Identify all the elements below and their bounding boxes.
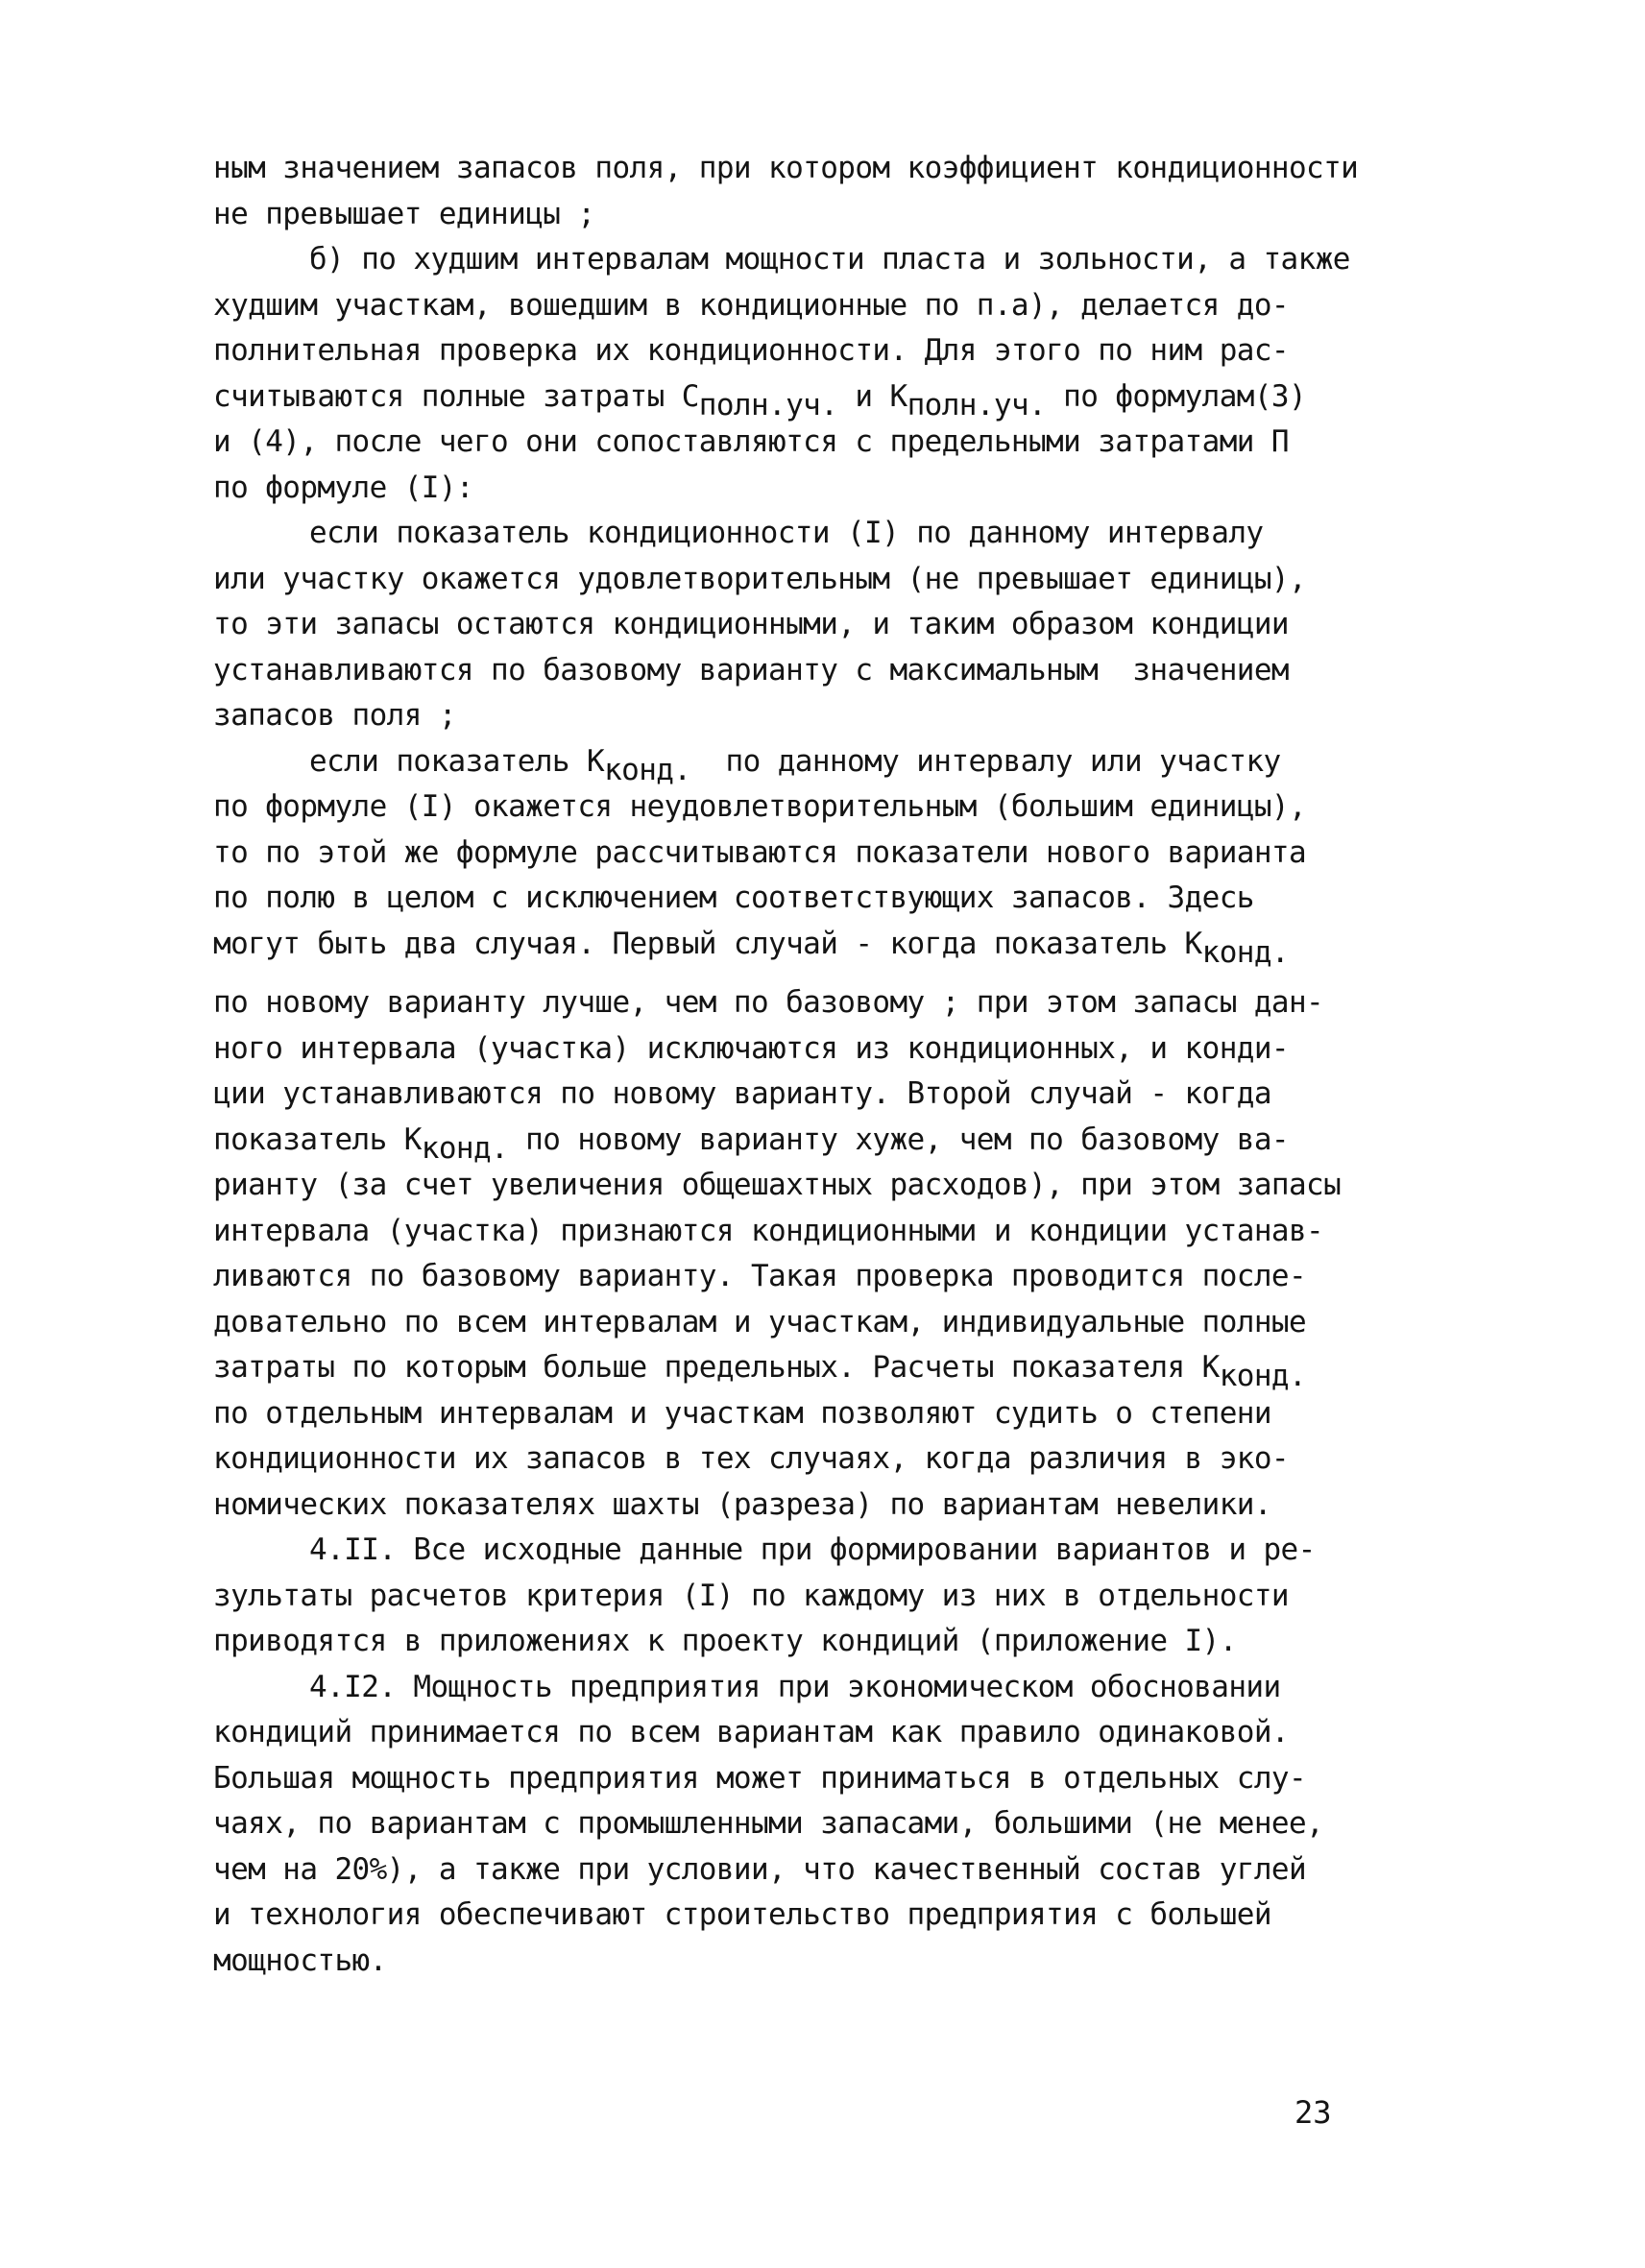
- text-line: кондиций принимается по всем вариантам как правило одинаковой.: [213, 1715, 1289, 1749]
- text-line: полнительная проверка их кондиционности. Для этого по ним рас-: [213, 333, 1289, 368]
- text-line: чаях, по вариантам с промышленными запасами, большими (не менее,: [213, 1806, 1324, 1841]
- subscript: конд.: [604, 752, 691, 787]
- text-line: по отдельным интервалам и участкам позволяют судить о степени: [213, 1395, 1271, 1431]
- text-line-with-subscripts: [213, 374, 1462, 421]
- text-line: б) по худшим интервалам мощности пласта и зольности, а также: [309, 242, 1350, 277]
- text-fragment: по новому варианту хуже, чем по базовому ва-: [508, 1122, 1289, 1157]
- subscript: конд.: [1219, 1359, 1307, 1393]
- text-fragment: если показатель К: [309, 743, 605, 779]
- text-line: то по этой же формуле рассчитываются показатели нового варианта: [213, 834, 1307, 870]
- text-line: по формуле (I):: [213, 470, 473, 505]
- subscript: полн.уч.: [907, 387, 1047, 422]
- subscript: конд.: [421, 1130, 509, 1166]
- text-line-with-subscripts: [213, 922, 1462, 968]
- text-line: и (4), после чего они сопоставляются с предельными затратами П: [213, 424, 1289, 459]
- text-fragment: по формулам(3): [1046, 378, 1307, 414]
- text-line: чем на 20%), а также при условии, что качественный состав углей: [213, 1851, 1307, 1887]
- text-line: ции устанавливаются по новому варианту. Второй случай - когда: [213, 1076, 1271, 1111]
- page-number: 23: [1294, 2094, 1332, 2131]
- text-line: 4.I2. Мощность предприятия при экономическом обосновании: [309, 1669, 1281, 1704]
- text-fragment: и К: [837, 378, 907, 414]
- text-fragment: могут быть два случая. Первый случай - когда показатель К: [213, 926, 1202, 961]
- text-fragment: затраты по которым больше предельных. Расчеты показателя К: [213, 1350, 1220, 1385]
- text-line: не превышает единицы ;: [213, 196, 595, 231]
- text-line: по формуле (I) окажется неудовлетворительным (большим единицы),: [213, 789, 1307, 824]
- text-line: то эти запасы остаются кондиционными, и таким образом кондиции: [213, 607, 1289, 641]
- subscript: конд.: [1201, 934, 1289, 970]
- text-line: по полю в целом с исключением соответствующих запасов. Здесь: [213, 881, 1254, 915]
- text-line: Большая мощность предприятия может приниматься в отдельных слу-: [213, 1760, 1307, 1796]
- text-line: ного интервала (участка) исключаются из кондиционных, и конди-: [213, 1030, 1289, 1066]
- text-line: и технология обеспечивают строительство предприятия с большей: [213, 1897, 1271, 1932]
- text-line-with-subscripts: [213, 1118, 1462, 1164]
- text-line: рианту (за счет увеличения общешахтных расходов), при этом запасы: [213, 1168, 1342, 1202]
- text-line: кондиционности их запасов в тех случаях, когда различия в эко-: [213, 1441, 1289, 1476]
- text-line: приводятся в приложениях к проекту кондиций (приложение I).: [213, 1624, 1237, 1658]
- text-line: ливаются по базовому варианту. Такая проверка проводится после-: [213, 1259, 1307, 1293]
- text-fragment: по данному интервалу или участку: [690, 743, 1281, 779]
- text-line: если показатель кондиционности (I) по данному интервалу: [309, 516, 1264, 550]
- text-line: зультаты расчетов критерия (I) по каждому из них в отдельности: [213, 1578, 1289, 1613]
- text-line: мощностью.: [213, 1942, 387, 1978]
- text-line: худшим участкам, вошедшим в кондиционные по п.а), делается до-: [213, 287, 1289, 323]
- text-fragment: показатель К: [213, 1122, 422, 1157]
- text-line-with-subscripts: [213, 739, 1462, 785]
- text-line: или участку окажется удовлетворительным (не превышает единицы),: [213, 561, 1307, 596]
- text-line: интервала (участка) признаются кондиционными и кондиции устанав-: [213, 1213, 1324, 1248]
- text-line: 4.II. Все исходные данные при формировании вариантов и ре-: [309, 1532, 1316, 1567]
- body-text: [213, 146, 1462, 1984]
- text-line: номических показателях шахты (разреза) по вариантам невелики.: [213, 1486, 1271, 1522]
- text-line: запасов поля ;: [213, 698, 456, 733]
- text-fragment: считываются полные затраты С: [213, 378, 699, 414]
- subscript: полн.уч.: [698, 387, 838, 422]
- text-line-with-subscripts: [213, 1345, 1462, 1391]
- text-line: по новому варианту лучше, чем по базовому ; при этом запасы дан-: [213, 985, 1324, 1020]
- text-line: устанавливаются по базовому варианту с максимальным значением: [213, 652, 1289, 688]
- text-line: ным значением запасов поля, при котором коэффициент кондиционности: [213, 151, 1359, 185]
- text-line: довательно по всем интервалам и участкам, индивидуальные полные: [213, 1304, 1307, 1339]
